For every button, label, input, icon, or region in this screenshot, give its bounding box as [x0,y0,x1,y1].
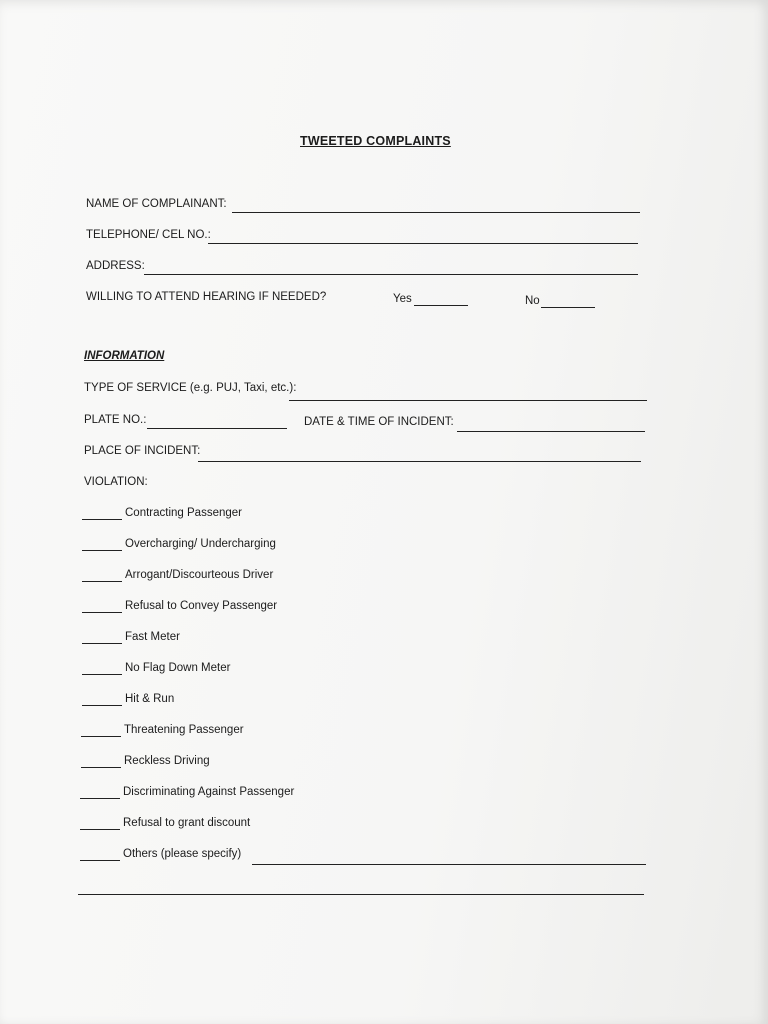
place-field[interactable] [198,461,641,462]
violation-label-item: No Flag Down Meter [125,662,231,674]
violation-blank[interactable] [80,829,120,830]
violation-label-item: Reckless Driving [124,755,210,767]
phone-field[interactable] [208,243,638,244]
service-field[interactable] [289,400,647,401]
violation-blank[interactable] [80,860,120,861]
plate-label: PLATE NO.: [84,414,147,426]
violation-blank[interactable] [81,767,121,768]
name-label: NAME OF COMPLAINANT: [86,198,227,210]
violation-blank[interactable] [80,798,120,799]
form-title: TWEETED COMPLAINTS [300,134,451,148]
others-specify-continuation[interactable] [78,894,644,895]
violation-blank[interactable] [81,736,121,737]
hearing-label: WILLING TO ATTEND HEARING IF NEEDED? [86,291,327,303]
datetime-field[interactable] [457,431,645,432]
address-label: ADDRESS: [86,260,145,272]
no-label: No [525,295,540,307]
violation-label-item: Refusal to Convey Passenger [125,600,278,612]
violation-label-item: Overcharging/ Undercharging [125,538,276,550]
address-field[interactable] [144,274,638,275]
violation-label-item: Hit & Run [125,693,175,705]
violation-blank[interactable] [82,550,122,551]
no-field[interactable] [541,307,595,308]
violation-label-item: Refusal to grant discount [123,817,251,829]
place-label: PLACE OF INCIDENT: [84,445,201,457]
violation-blank[interactable] [82,581,122,582]
violation-label-item: Arrogant/Discourteous Driver [125,569,274,581]
phone-label: TELEPHONE/ CEL NO.: [86,229,211,241]
service-label: TYPE OF SERVICE (e.g. PUJ, Taxi, etc.): [84,382,297,394]
section-title-information: INFORMATION [84,350,165,362]
yes-field[interactable] [414,305,468,306]
violation-label-item: Discriminating Against Passenger [123,786,295,798]
violation-label: VIOLATION: [84,476,148,488]
violation-label-item: Fast Meter [125,631,180,643]
plate-field[interactable] [147,428,287,429]
name-field[interactable] [232,212,640,213]
yes-label: Yes [393,293,412,305]
datetime-label: DATE & TIME OF INCIDENT: [304,416,454,428]
violation-blank[interactable] [82,519,122,520]
violation-blank[interactable] [82,612,122,613]
violation-label-item: Contracting Passenger [125,507,242,519]
violation-blank[interactable] [82,705,122,706]
violation-label-item: Others (please specify) [123,848,242,860]
violation-label-item: Threatening Passenger [124,724,244,736]
violation-blank[interactable] [82,674,122,675]
others-specify-field[interactable] [252,864,646,865]
violation-blank[interactable] [82,643,122,644]
